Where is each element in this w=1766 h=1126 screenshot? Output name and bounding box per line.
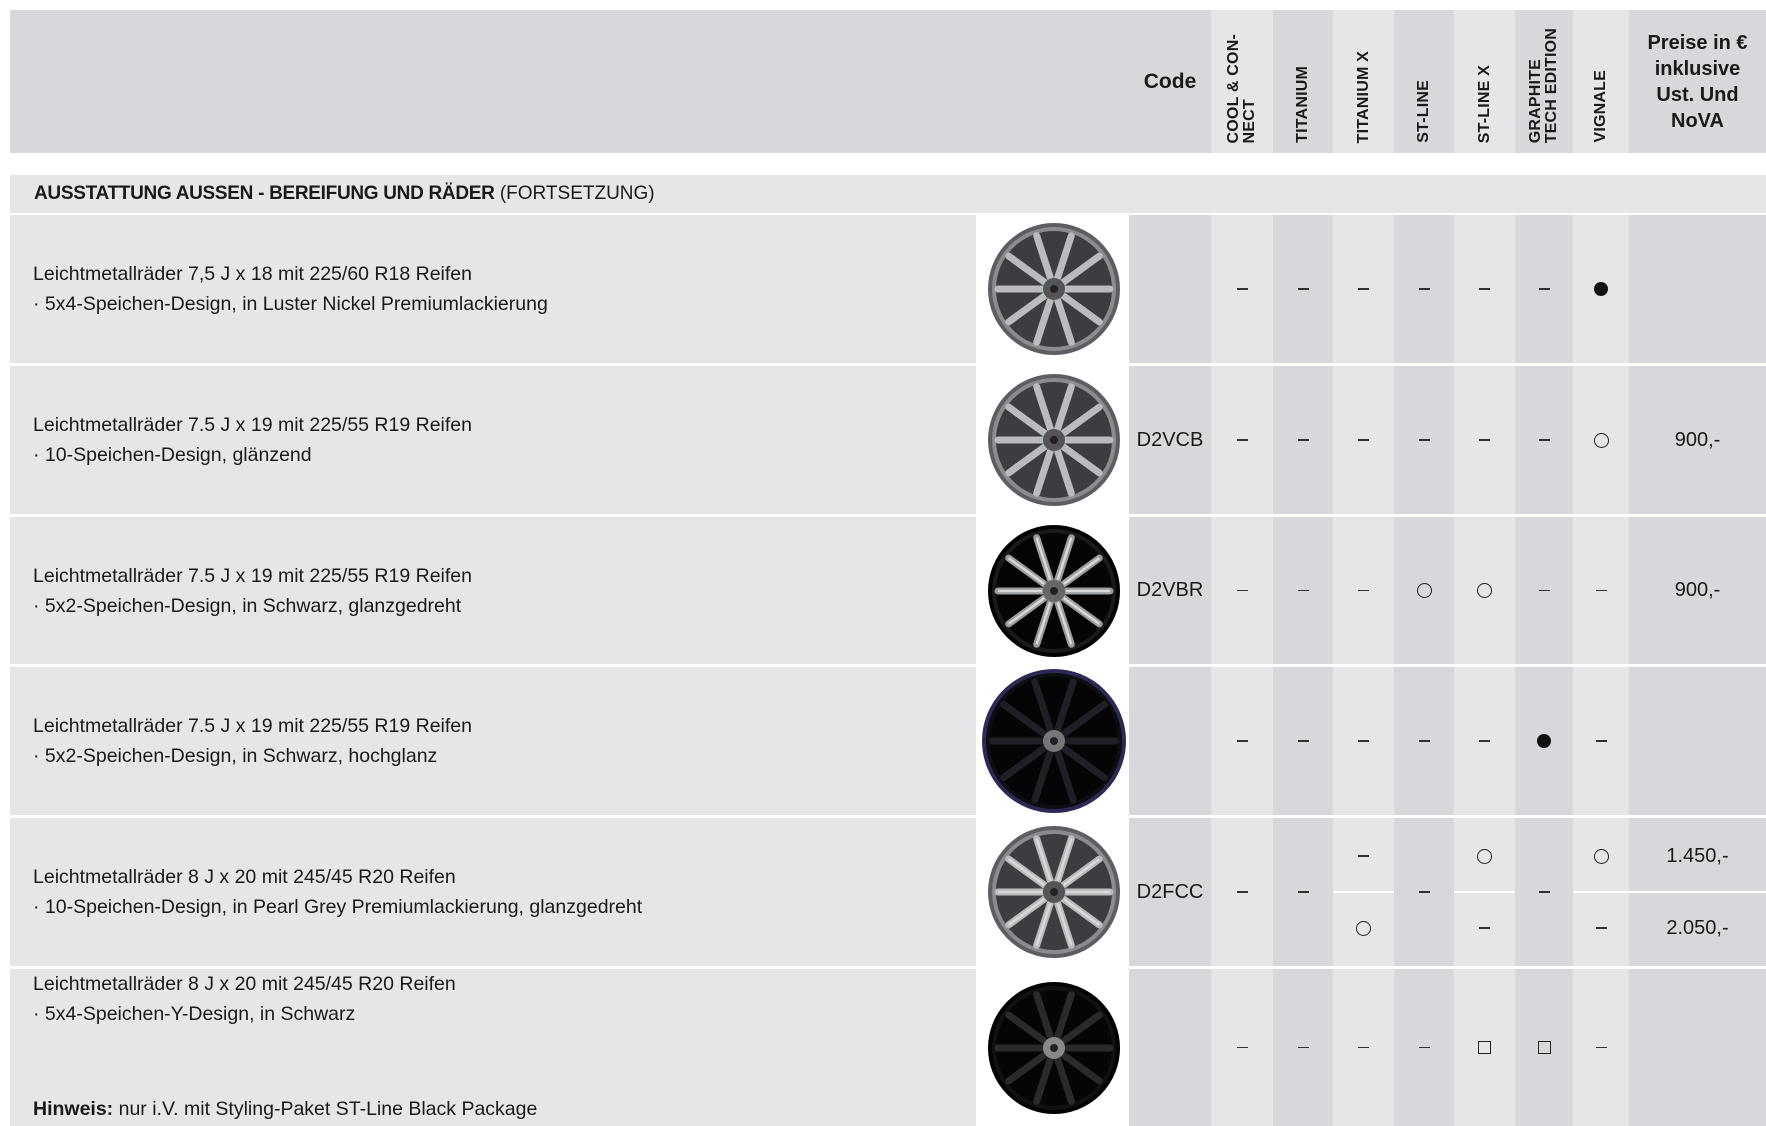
variant-label: VIGNALE	[1592, 70, 1609, 143]
row-description	[10, 818, 976, 966]
bullet-icon: ·	[33, 293, 45, 315]
wheel-black-gloss-icon	[979, 667, 1128, 815]
availability-cell	[1394, 969, 1454, 1126]
availability-cell	[1394, 667, 1454, 815]
split-divider	[1454, 891, 1515, 893]
split-divider	[1629, 891, 1766, 893]
price-value	[1629, 969, 1766, 1126]
header-variant-3	[1394, 10, 1454, 153]
not-available-mark-icon	[1358, 1047, 1369, 1049]
availability-cell	[1273, 366, 1333, 514]
availability-cell	[1211, 215, 1273, 363]
row-title: Leichtmetallräder 8 J x 20 mit 245/45 R20 Reifen	[33, 866, 456, 888]
row-title: Leichtmetallräder 7,5 J x 18 mit 225/60 R18 Reifen	[33, 263, 472, 285]
option-mark-icon	[1594, 849, 1609, 864]
not-available-mark-icon	[1419, 288, 1430, 290]
header-variant-6	[1573, 10, 1629, 153]
header-variant-2	[1333, 10, 1394, 153]
header-price: Preise in € inklusive Ust. Und NoVA	[1629, 10, 1766, 153]
availability-cell	[1211, 667, 1273, 815]
variant-label: ST-LINE X	[1475, 64, 1493, 143]
code-value: D2VBR	[1136, 579, 1204, 601]
not-available-mark-icon	[1237, 1047, 1248, 1049]
row-description	[10, 215, 976, 363]
row-detail	[33, 289, 976, 319]
availability-cell	[1573, 667, 1629, 815]
row-detail	[33, 741, 976, 771]
option-mark-icon	[1417, 583, 1432, 598]
not-available-mark-icon	[1237, 288, 1248, 290]
availability-cell	[1573, 215, 1629, 363]
not-available-mark-icon	[1419, 1047, 1430, 1049]
not-available-mark-icon	[1539, 590, 1550, 592]
availability-cell	[1454, 366, 1515, 514]
option-mark-icon	[1477, 849, 1492, 864]
wheel-silver-5x4-icon	[979, 215, 1128, 363]
split-divider	[1573, 891, 1629, 893]
not-available-mark-icon	[1298, 740, 1309, 742]
availability-cell	[1273, 215, 1333, 363]
availability-cell	[1573, 969, 1629, 1126]
bullet-icon: ·	[33, 1003, 45, 1025]
bullet-icon: ·	[33, 896, 45, 918]
availability-cell	[1273, 818, 1333, 966]
availability-cell	[1273, 517, 1333, 664]
bullet-icon: ·	[33, 594, 45, 617]
code-value: D2VCB	[1136, 428, 1204, 451]
row-detail-text: 5x2-Speichen-Design, in Schwarz, hochglanz	[44, 745, 438, 767]
code-value	[1129, 969, 1211, 1126]
not-available-mark-icon	[1596, 590, 1607, 592]
row-title: Leichtmetallräder 7.5 J x 19 mit 225/55 R19 Reifen	[33, 564, 472, 587]
package-mark-icon	[1538, 1041, 1551, 1054]
not-available-mark-icon	[1237, 740, 1248, 742]
not-available-mark-icon	[1358, 855, 1369, 857]
header-variant-1	[1273, 10, 1333, 153]
section-title: AUSSTATTUNG AUSSEN - BEREIFUNG UND RÄDER	[34, 183, 495, 204]
hint-text: nur i.V. mit Styling-Paket ST-Line Black Package	[118, 1098, 538, 1120]
not-available-mark-icon	[1419, 740, 1430, 742]
not-available-mark-icon	[1298, 1047, 1309, 1049]
row-title: Leichtmetallräder 7.5 J x 19 mit 225/55 R19 Reifen	[33, 414, 472, 436]
header-description-cell	[10, 10, 1129, 153]
not-available-mark-icon	[1358, 590, 1369, 592]
not-available-mark-icon	[1539, 891, 1550, 893]
row-description	[10, 517, 976, 664]
availability-cell	[1573, 824, 1629, 888]
availability-cell	[1454, 896, 1515, 960]
header-variant-4	[1454, 10, 1515, 153]
availability-cell	[1573, 517, 1629, 664]
row-detail	[33, 440, 976, 470]
availability-cell	[1333, 896, 1394, 960]
not-available-mark-icon	[1539, 439, 1550, 441]
code-value	[1129, 215, 1211, 363]
not-available-mark-icon	[1539, 288, 1550, 290]
header-variant-0	[1211, 10, 1273, 153]
availability-cell	[1515, 969, 1573, 1126]
availability-cell	[1454, 667, 1515, 815]
availability-cell	[1333, 667, 1394, 815]
not-available-mark-icon	[1358, 439, 1369, 441]
availability-cell	[1333, 517, 1394, 664]
hint-note	[33, 1098, 537, 1121]
availability-cell	[1273, 667, 1333, 815]
availability-cell	[1454, 215, 1515, 363]
row-description	[10, 366, 976, 514]
not-available-mark-icon	[1479, 740, 1490, 742]
wheel-silver-10-spoke-icon	[979, 366, 1128, 514]
availability-cell	[1211, 818, 1273, 966]
row-detail	[33, 892, 976, 922]
not-available-mark-icon	[1419, 439, 1430, 441]
bullet-icon: ·	[33, 444, 45, 466]
availability-cell	[1515, 517, 1573, 664]
variant-label: ST-LINE	[1415, 80, 1432, 143]
not-available-mark-icon	[1596, 1047, 1607, 1049]
row-detail	[33, 591, 976, 621]
price-value	[1629, 667, 1766, 815]
section-header	[10, 175, 1766, 213]
split-divider	[1333, 891, 1394, 893]
price-value: 900,-	[1674, 428, 1721, 451]
row-detail-text: 5x2-Speichen-Design, in Schwarz, glanzgedreht	[44, 594, 462, 617]
availability-cell	[1515, 818, 1573, 966]
variant-label: GRAPHITE TECH EDITION	[1527, 27, 1560, 143]
availability-cell	[1515, 366, 1573, 514]
availability-cell	[1333, 824, 1394, 888]
section-suffix: (FORTSETZUNG)	[499, 183, 655, 204]
not-available-mark-icon	[1298, 590, 1309, 592]
price-value	[1629, 215, 1766, 363]
variant-label: TITANIUM X	[1354, 50, 1372, 143]
hint-label: Hinweis:	[33, 1098, 114, 1120]
row-description	[10, 667, 976, 815]
wheel-black-y-spoke-icon	[979, 969, 1128, 1126]
availability-cell	[1454, 969, 1515, 1126]
wheel-pearl-grey-icon	[979, 818, 1128, 966]
option-mark-icon	[1356, 921, 1371, 936]
not-available-mark-icon	[1358, 288, 1369, 290]
not-available-mark-icon	[1479, 439, 1490, 441]
row-detail-text: 5x4-Speichen-Design, in Luster Nickel Premiumlackierung	[44, 293, 548, 315]
availability-cell	[1211, 366, 1273, 514]
availability-cell	[1333, 215, 1394, 363]
availability-cell	[1211, 517, 1273, 664]
row-detail-text: 10-Speichen-Design, glänzend	[44, 444, 312, 466]
price-value: 1.450,-	[1666, 844, 1729, 867]
not-available-mark-icon	[1237, 590, 1248, 592]
not-available-mark-icon	[1298, 288, 1309, 290]
availability-cell	[1211, 969, 1273, 1126]
option-mark-icon	[1477, 583, 1492, 598]
row-detail-text: 5x4-Speichen-Y-Design, in Schwarz	[44, 1003, 356, 1025]
code-value: D2FCC	[1136, 880, 1204, 903]
standard-mark-icon	[1537, 734, 1551, 748]
availability-cell	[1394, 818, 1454, 966]
variant-label: TITANIUM	[1294, 66, 1311, 143]
not-available-mark-icon	[1298, 891, 1309, 893]
not-available-mark-icon	[1358, 740, 1369, 742]
availability-cell	[1394, 517, 1454, 664]
code-value	[1129, 667, 1211, 815]
row-detail-text: 10-Speichen-Design, in Pearl Grey Premiumlackierung, glanzgedreht	[44, 896, 643, 918]
not-available-mark-icon	[1419, 891, 1430, 893]
bullet-icon: ·	[33, 745, 45, 767]
variant-label: COOL & CON- NECT	[1225, 33, 1258, 143]
row-title: Leichtmetallräder 7.5 J x 19 mit 225/55 R19 Reifen	[33, 715, 472, 737]
package-mark-icon	[1478, 1041, 1491, 1054]
availability-cell	[1273, 969, 1333, 1126]
availability-cell	[1573, 366, 1629, 514]
row-detail	[33, 999, 976, 1029]
header-code: Code	[1129, 10, 1211, 153]
availability-cell	[1394, 215, 1454, 363]
availability-cell	[1333, 969, 1394, 1126]
not-available-mark-icon	[1237, 439, 1248, 441]
availability-cell	[1573, 896, 1629, 960]
not-available-mark-icon	[1298, 439, 1309, 441]
not-available-mark-icon	[1479, 927, 1490, 929]
price-value: 2.050,-	[1666, 916, 1729, 939]
price-value: 900,-	[1674, 579, 1721, 601]
not-available-mark-icon	[1237, 891, 1248, 893]
row-title: Leichtmetallräder 8 J x 20 mit 245/45 R20 Reifen	[33, 973, 456, 995]
availability-cell	[1333, 366, 1394, 514]
not-available-mark-icon	[1596, 740, 1607, 742]
not-available-mark-icon	[1479, 288, 1490, 290]
availability-cell	[1454, 517, 1515, 664]
wheel-black-machined-icon	[979, 517, 1128, 664]
availability-cell	[1394, 366, 1454, 514]
header-variant-5	[1515, 10, 1573, 153]
not-available-mark-icon	[1596, 927, 1607, 929]
standard-mark-icon	[1594, 282, 1608, 296]
availability-cell	[1515, 215, 1573, 363]
option-mark-icon	[1594, 433, 1609, 448]
availability-cell	[1454, 824, 1515, 888]
availability-cell	[1515, 667, 1573, 815]
